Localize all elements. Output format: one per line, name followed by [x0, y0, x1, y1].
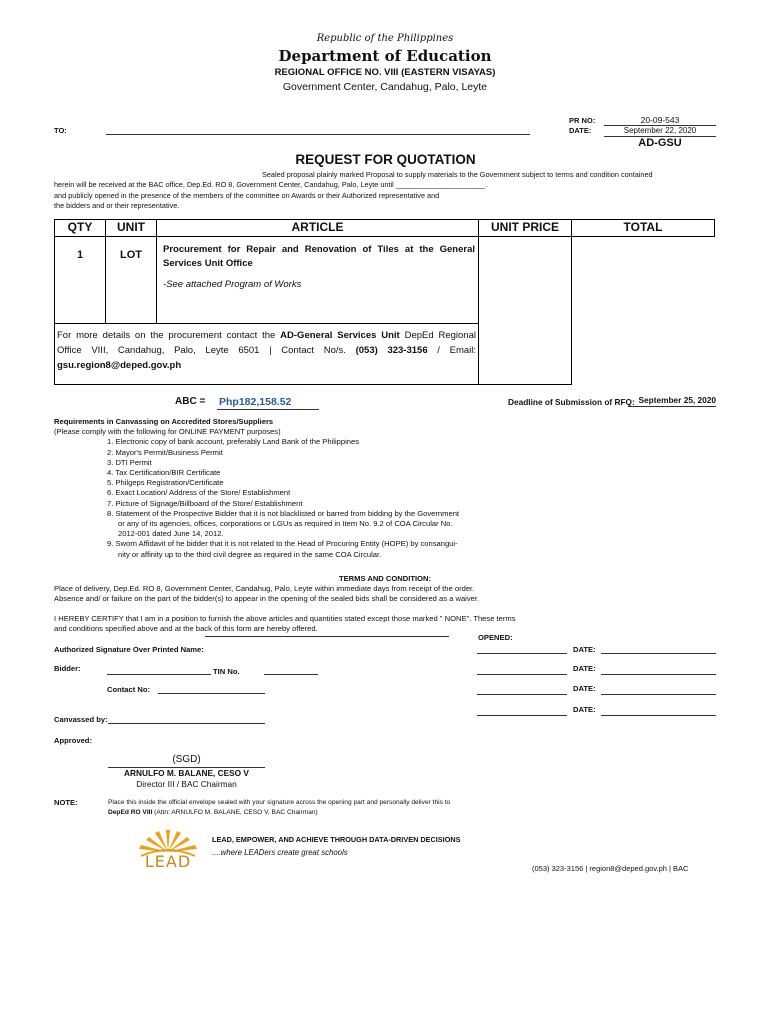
row-qty: 1: [55, 237, 106, 324]
contact-phone: (053) 323-3156: [355, 345, 428, 356]
requirement-item: 3. DTI Permit: [107, 457, 152, 467]
to-label: TO:: [54, 126, 67, 135]
date-value: September 22, 2020: [604, 126, 716, 137]
requirements-subtitle: (Please comply with the following for ONLINE PAYMENT purposes): [54, 427, 281, 437]
logo-text: LEAD: [144, 852, 192, 871]
canvassed-by-label: Canvassed by:: [54, 715, 108, 724]
footer-contact: (053) 323-3156 | region8@deped.gov.ph | BAC: [532, 864, 689, 873]
requirement-item: 1. Electronic copy of bank account, preferably Land Bank of the Philippines: [107, 437, 360, 447]
canvassed-by-line: [108, 723, 265, 724]
approved-label: Approved:: [54, 736, 92, 745]
deadline-value: September 25, 2020: [628, 395, 716, 407]
row-unit-price: [479, 237, 572, 385]
footer-tagline: ....where LEADers create great schools: [212, 848, 348, 857]
date-line-4: [601, 715, 716, 716]
republic-heading: Republic of the Philippines: [316, 33, 454, 44]
date-label: DATE:: [569, 126, 592, 135]
lead-logo: [133, 826, 203, 872]
authorized-signature-line: [205, 636, 449, 637]
footer-slogan: LEAD, EMPOWER, AND ACHIEVE THROUGH DATA-DRIVEN DECISIONS: [212, 835, 461, 844]
chairman-title: Director III / BAC Chairman: [136, 779, 237, 789]
contact-unit-name: AD-General Services Unit: [280, 330, 400, 341]
contact-mid-2: / Email:: [427, 345, 477, 356]
quotation-table: [54, 219, 715, 385]
date-label-2: DATE:: [573, 664, 596, 673]
intro-line-4: the bidders and or their representative.: [54, 200, 180, 210]
contact-cell: [55, 324, 479, 385]
requirement-item-continued: nity or affinity up to the third civil degree as required in the same COA Circular.: [118, 549, 382, 559]
requirement-item-continued: or any of its agencies, offices, corporations or LGUs as required in Item No. 9.2 of COA Circular No.: [118, 519, 453, 529]
date-label-1: DATE:: [573, 645, 596, 654]
terms-line-1: Place of delivery, Dep.Ed. RO 8, Government Center, Candahug, Palo, Leyte within immediate days from receipt of the order.: [54, 584, 475, 593]
header-article: ARTICLE: [157, 220, 479, 237]
note-line-2: [108, 808, 450, 818]
opened-line-2: [477, 674, 567, 675]
requirements-section: [54, 417, 459, 560]
table-row: [55, 237, 715, 324]
certify-line-1: I HEREBY CERTIFY that I am in a position to furnish the above articles and quantities stated except those marked " NONE". These terms: [54, 614, 516, 623]
opened-label: OPENED:: [478, 633, 513, 642]
region-heading: REGIONAL OFFICE NO. VIII (EASTERN VISAYAS): [274, 67, 496, 78]
date-label-3: DATE:: [573, 684, 596, 693]
abc-value: Php182,158.52: [217, 396, 319, 410]
certify-text: [54, 614, 516, 634]
requirements-title: Requirements in Canvassing on Accredited Stores/Suppliers: [54, 417, 274, 426]
header-unit: UNIT: [106, 220, 157, 237]
article-note: -See attached Program of Works: [163, 279, 302, 290]
requirement-item: 2. Mayor's Permit/Business Permit: [107, 447, 223, 457]
pr-number: 20-09-543: [604, 115, 716, 126]
opened-line-3: [477, 694, 567, 695]
bidder-label: Bidder:: [54, 664, 81, 673]
abc-label: ABC =: [175, 396, 206, 407]
logo-small-text: EMPOWER: [155, 848, 181, 853]
intro-line-2: herein will be received at the BAC office, Dep.Ed. RO 8, Government Center, Candahug, Palo, Leyte until ______________________.: [54, 180, 488, 190]
requirement-item: 4. Tax Certification/BIR Certificate: [107, 468, 221, 478]
requirement-item: 5. Philgeps Registration/Certificate: [107, 478, 224, 488]
office-address: Government Center, Candahug, Palo, Leyte: [282, 81, 488, 93]
bidder-line: [107, 674, 211, 675]
requirement-item-continued: 2012-001 dated June 14, 2012.: [118, 529, 224, 539]
date-line-1: [601, 653, 716, 654]
terms-title: TERMS AND CONDITION:: [338, 574, 432, 583]
contact-no-label: Contact No:: [107, 685, 151, 694]
terms-text: [54, 584, 479, 604]
opened-line-1: [477, 653, 567, 654]
contact-prefix: For more details on the procurement contact the: [57, 330, 281, 341]
intro-line-3: and publicly opened in the presence of the members of the committee on Awards or their Authorized representative and: [54, 190, 440, 200]
deadline-label: Deadline of Submission of RFQ:: [508, 397, 635, 407]
date-line-2: [601, 674, 716, 675]
requirement-item: 6. Exact Location/ Address of the Store/ Establishment: [107, 488, 291, 498]
row-total: [572, 237, 715, 385]
note-line-1: Place this inside the official envelope sealed with your signature across the opening part and personally deliver this to: [108, 799, 451, 806]
document-title: REQUEST FOR QUOTATION: [295, 152, 476, 167]
contact-email: gsu.region8@deped.gov.ph: [57, 360, 182, 371]
note-text: [108, 798, 450, 818]
certify-line-2: and conditions specified above and at the back of this form are hereby offered.: [54, 624, 318, 634]
contact-no-line: [158, 693, 265, 694]
header-unit-price: UNIT PRICE: [479, 220, 572, 237]
tin-label: TIN No.: [213, 667, 240, 676]
terms-line-2: Absence and/ or failure on the part of the bidder(s) to appear in the opening of the sealed bids shall be considered as a waiver.: [54, 594, 480, 604]
requirement-item: 8. Statement of the Prospective Bidder that it is not blacklisted or barred from bidding by the Government: [107, 508, 460, 518]
note-office: DepEd RO VIII: [108, 809, 153, 816]
intro-line-1: Sealed proposal plainly marked Proposal to supply materials to the Government subject to terms and condition contained: [262, 170, 653, 179]
opened-line-4: [477, 715, 567, 716]
tin-line: [264, 674, 318, 675]
contact-mid-1: DepEd Regional Office VIII, Candahug, Palo, Leyte 6501 | Contact No/s.: [57, 330, 476, 356]
header-qty: QTY: [55, 220, 106, 237]
chairman-name: ARNULFO M. BALANE, CESO V: [124, 768, 249, 778]
pr-label: PR NO:: [569, 116, 596, 125]
to-line: [106, 134, 530, 135]
date-label-4: DATE:: [573, 705, 596, 714]
sgd-mark: (SGD): [172, 754, 201, 765]
note-attn: (Attn: ARNULFO M. BALANE, CESO V, BAC Chairman): [152, 809, 318, 816]
date-line-3: [601, 694, 716, 695]
row-article: [157, 237, 479, 324]
header-total: TOTAL: [572, 220, 715, 237]
row-unit: LOT: [106, 237, 157, 324]
requirement-item: 9. Sworn Affidavit of he bidder that it is not related to the Head of Procuring Entity (HOPE) by consangui-: [107, 539, 458, 549]
unit-code: AD-GSU: [638, 137, 682, 149]
note-label: NOTE:: [54, 798, 78, 807]
article-description: Procurement for Repair and Renovation of Tiles at the General Services Unit Office: [163, 244, 475, 269]
intro-text: [54, 170, 718, 211]
department-heading: Department of Education: [278, 47, 492, 65]
authorized-signature-label: Authorized Signature Over Printed Name:: [54, 645, 204, 654]
requirement-item: 7. Picture of Signage/Billboard of the Store/ Establishment: [107, 498, 303, 508]
